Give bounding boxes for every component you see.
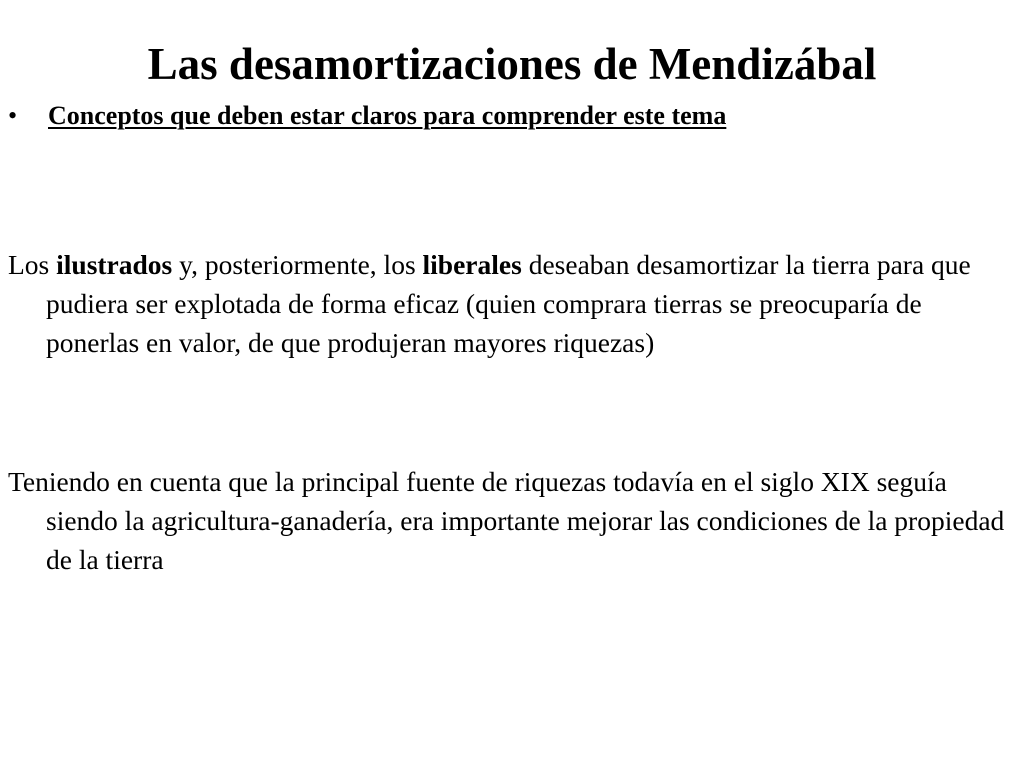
- bullet-icon: •: [8, 101, 18, 130]
- paragraph-ilustrados-liberales: [8, 245, 1016, 362]
- subtitle: Conceptos que deben estar claros para comprender este tema: [48, 101, 727, 130]
- term-liberales: liberales: [422, 249, 522, 280]
- paragraph-1-text-2: y, posteriormente, los: [172, 249, 423, 280]
- paragraph-agricultura: Teniendo en cuenta que la principal fuente de riquezas todavía en el siglo XIX seguía siendo la agricultura-ganadería, era importante mejorar las condiciones de la propiedad de la tierra: [8, 466, 1005, 575]
- paragraph-1-text-3: deseaban desamortizar la tierra para que pudiera ser explotada de forma eficaz (quien comprara tierras se preocuparía de ponerlas en valor, de que produjeran mayores riquezas): [46, 249, 971, 358]
- subtitle-row: [8, 99, 726, 135]
- paragraph-1-text-1: Los: [8, 249, 57, 280]
- term-ilustrados: ilustrados: [56, 249, 173, 280]
- slide-title: Las desamortizaciones de Mendizábal: [147, 39, 877, 89]
